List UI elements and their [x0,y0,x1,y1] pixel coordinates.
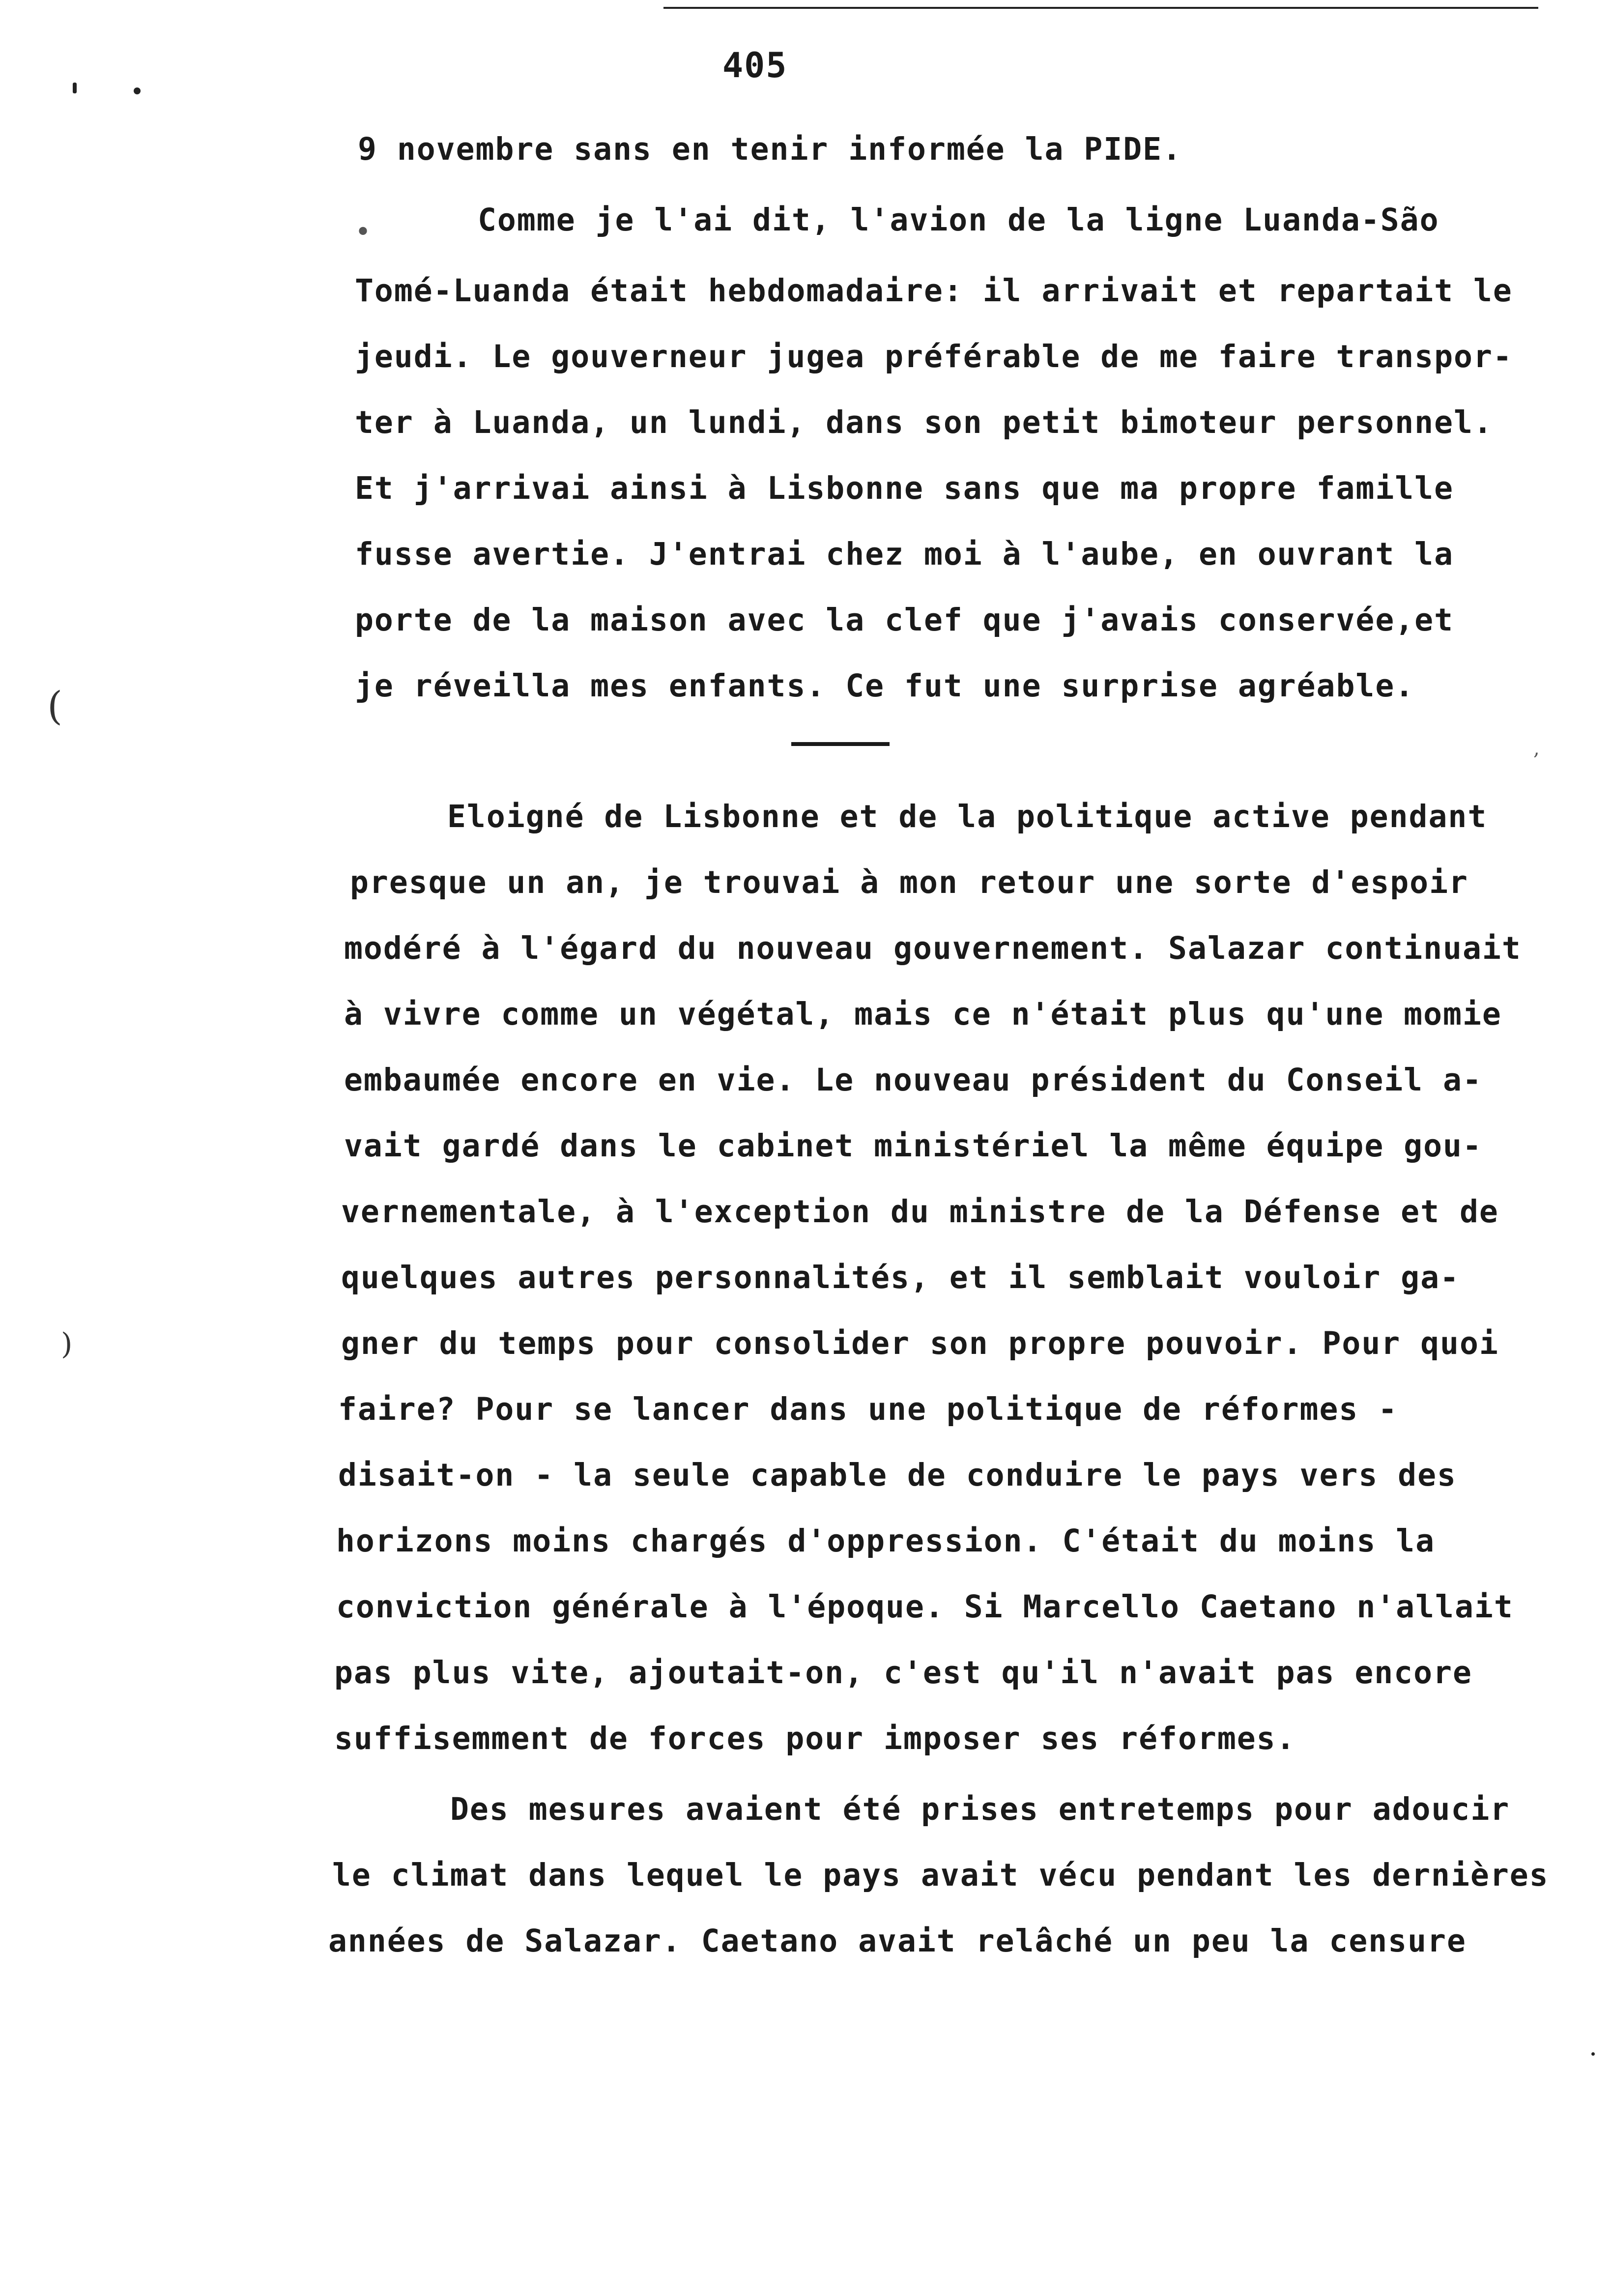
text-line: embaumée encore en vie. Le nouveau président du Conseil a- [344,1062,1482,1098]
text-line: je réveilla mes enfants. Ce fut une surprise agréable. [355,668,1415,704]
margin-mark: , [1533,737,1540,760]
margin-mark: • [355,216,372,248]
text-line: vernementale, à l'exception du ministre de la Défense et de [341,1194,1499,1230]
page-number: 405 [722,45,788,86]
text-line: Tomé-Luanda était hebdomadaire: il arrivait et repartait le [355,273,1513,309]
text-line: horizons moins chargés d'oppression. C'était du moins la [336,1523,1436,1559]
top-rule [663,7,1538,9]
text-line: modéré à l'égard du nouveau gouvernement. Salazar continuait [344,930,1522,966]
text-line: disait-on - la seule capable de conduire le pays vers des [338,1457,1457,1493]
margin-mark [1591,2052,1595,2056]
margin-mark: ( [47,683,63,729]
text-line: faire? Pour se lancer dans une politique de réformes - [338,1391,1398,1427]
section-separator [791,742,890,746]
text-line: gner du temps pour consolider son propre pouvoir. Pour quoi [341,1325,1499,1361]
text-line: conviction générale à l'époque. Si Marcello Caetano n'allait [336,1589,1514,1625]
text-line: le climat dans lequel le pays avait vécu pendant les dernières [332,1857,1549,1893]
text-line: quelques autres personnalités, et il semblait vouloir ga- [341,1260,1460,1295]
text-line: pas plus vite, ajoutait-on, c'est qu'il n'avait pas encore [334,1655,1472,1691]
text-line: Et j'arrivai ainsi à Lisbonne sans que ma propre famille [355,470,1454,506]
margin-mark [134,87,141,94]
margin-mark: ) [61,1327,73,1361]
text-line: Eloigné de Lisbonne et de la politique active pendant [447,799,1488,834]
text-line: fusse avertie. J'entrai chez moi à l'aube, en ouvrant la [355,536,1454,572]
text-line: 9 novembre sans en tenir informée la PIDE. [358,131,1182,167]
text-line: jeudi. Le gouverneur jugea préférable de me faire transpor- [355,339,1513,374]
text-line: ter à Luanda, un lundi, dans son petit bimoteur personnel. [355,404,1493,440]
text-line: vait gardé dans le cabinet ministériel la même équipe gou- [344,1128,1482,1164]
text-line: Comme je l'ai dit, l'avion de la ligne Luanda-São [478,202,1439,238]
text-line: porte de la maison avec la clef que j'avais conservée,et [355,602,1454,638]
text-line: années de Salazar. Caetano avait relâché un peu la censure [328,1923,1467,1959]
margin-mark [73,83,77,93]
text-line: Des mesures avaient été prises entretemps pour adoucir [450,1791,1510,1827]
text-line: presque un an, je trouvai à mon retour une sorte d'espoir [350,864,1468,900]
text-line: à vivre comme un végétal, mais ce n'était plus qu'une momie [344,996,1502,1032]
text-line: suffisemment de forces pour imposer ses réformes. [334,1721,1296,1756]
